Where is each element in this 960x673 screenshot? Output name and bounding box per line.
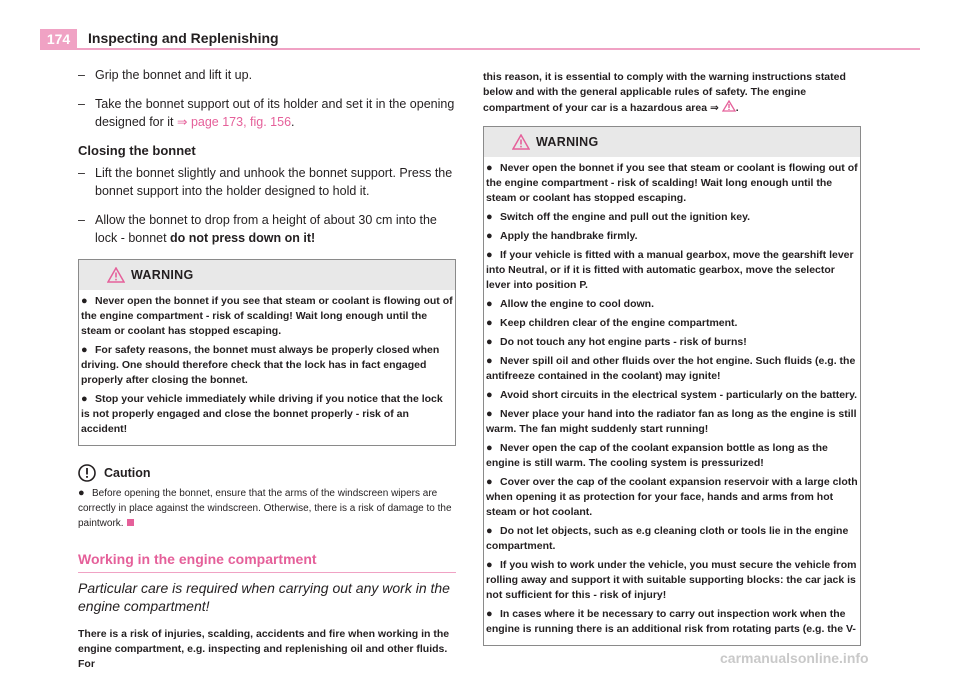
warning-item: [486, 297, 858, 312]
caution-header: [78, 464, 456, 482]
warning-item: [81, 392, 453, 437]
warning-item: [486, 475, 858, 520]
left-column: [78, 66, 456, 672]
warning-item: [486, 524, 858, 554]
step-text: Grip the bonnet and lift it up.: [95, 68, 253, 82]
step-bonnet-support: [78, 95, 456, 131]
warning-item-text: Keep children clear of the engine compartment.: [500, 317, 738, 329]
bullet-icon: ●: [486, 230, 493, 242]
warning-header: [79, 260, 455, 290]
step-text: Lift the bonnet slightly and unhook the bonnet support. Press the bonnet support into the holder designed to hold it.: [95, 166, 453, 198]
warning-item-text: Cover over the cap of the coolant expansion reservoir with a large cloth when opening it as protection for your face, hands and arms from hot steam or hot coolant.: [486, 476, 858, 518]
watermark: carmanualsonline.info: [720, 650, 869, 666]
closing-bonnet-heading: Closing the bonnet: [78, 143, 196, 158]
warning-triangle-icon[interactable]: [722, 100, 736, 112]
warning-item-text: Never place your hand into the radiator fan as long as the engine is still warm. The fan might suddenly start running!: [486, 408, 857, 435]
bullet-icon: ●: [486, 476, 493, 488]
warning-body: [79, 290, 455, 445]
warning-item: [486, 210, 858, 225]
warning-item-text: Never spill oil and other fluids over the hot engine. Such fluids (e.g. the antifreeze contained in the coolant) may ignite!: [486, 355, 856, 382]
bullet-icon: ●: [81, 344, 88, 356]
bullet-icon: ●: [486, 336, 493, 348]
bullet-icon: ●: [78, 487, 85, 499]
step-text: Take the bonnet support out of its holder and set it in the opening designed for it: [95, 97, 455, 129]
warning-item: [81, 294, 453, 339]
step-dash: –: [78, 68, 85, 82]
warning-box-engine: [483, 126, 861, 646]
step-suffix: .: [291, 115, 295, 129]
warning-item-text: If your vehicle is fitted with a manual gearbox, move the gearshift lever into Neutral, or if it is fitted with automatic gearbox, move the selector lever into position P.: [486, 249, 854, 291]
step-dash: –: [78, 166, 85, 180]
warning-item-text: Never open the bonnet if you see that steam or coolant is flowing out of the engine compartment - risk of scalding! Wait long enough until the steam or coolant has stopped escaping.: [486, 162, 858, 204]
warning-item-text: In cases where it be necessary to carry out inspection work when the engine is running there is an additional risk from rotating parts (e.g. the V-: [486, 608, 856, 635]
bullet-icon: ●: [81, 393, 88, 405]
header-rule: [40, 48, 920, 50]
warning-item-text: Never open the cap of the coolant expansion bottle as long as the engine is still warm. The cooling system is pressurized!: [486, 442, 828, 469]
warning-item-text: Allow the engine to cool down.: [500, 298, 654, 310]
warning-item-text: Switch off the engine and pull out the ignition key.: [500, 211, 751, 223]
step-bold-text: do not press down on it!: [170, 231, 316, 245]
right-column: [483, 70, 861, 646]
warning-item-text: Do not let objects, such as e.g cleaning cloth or tools lie in the engine compartment.: [486, 525, 849, 552]
warning-title: WARNING: [536, 135, 599, 149]
step-drop-bonnet: [78, 211, 456, 247]
step-text: Allow the bonnet to drop from a height of about 30 cm into the lock - bonnet: [95, 213, 437, 245]
bullet-icon: ●: [486, 559, 493, 571]
caution-icon: [78, 464, 96, 482]
section-heading: Working in the engine compartment: [78, 551, 456, 573]
warning-triangle-icon: [107, 267, 125, 283]
warning-item: [486, 229, 858, 244]
warning-item-text: Do not touch any hot engine parts - risk of burns!: [500, 336, 747, 348]
warning-header: [484, 127, 860, 157]
caution-text: [78, 486, 456, 531]
page-number: 174: [40, 29, 77, 50]
warning-item: [486, 335, 858, 350]
step-dash: –: [78, 213, 85, 227]
bullet-icon: ●: [486, 355, 493, 367]
bullet-icon: ●: [81, 295, 88, 307]
warning-body: [484, 157, 860, 645]
bullet-icon: ●: [486, 525, 493, 537]
warning-item-text: Apply the handbrake firmly.: [500, 230, 638, 242]
bullet-icon: ●: [486, 442, 493, 454]
warning-item: [486, 558, 858, 603]
warning-item: [486, 161, 858, 206]
section-body: There is a risk of injuries, scalding, accidents and fire when working in the engine compartment, e.g. inspecting and replenishing oil and other fluids. For: [78, 628, 450, 670]
section-intro: Particular care is required when carrying out any work in the engine compartment!: [78, 580, 450, 614]
continued-text: this reason, it is essential to comply with the warning instructions stated below and with the general applicable rules of safety. The engine compartment of your car is a hazardous area ⇒: [483, 71, 846, 114]
caution-title: Caution: [104, 466, 151, 480]
step-dash: –: [78, 97, 85, 111]
warning-item: [486, 388, 858, 403]
bullet-icon: ●: [486, 408, 493, 420]
warning-item-text: Never open the bonnet if you see that steam or coolant is flowing out of the engine compartment - risk of scalding! Wait long enough until the steam or coolant has stopped escaping.: [81, 295, 453, 337]
warning-item: [486, 248, 858, 293]
bullet-icon: ●: [486, 608, 493, 620]
bullet-icon: ●: [486, 298, 493, 310]
bullet-icon: ●: [486, 249, 493, 261]
warning-item-text: Avoid short circuits in the electrical system - particularly on the battery.: [500, 389, 858, 401]
section-end-marker-icon: [127, 519, 134, 526]
bullet-icon: ●: [486, 162, 493, 174]
warning-item: [486, 407, 858, 437]
warning-item: [486, 354, 858, 384]
warning-box-bonnet: [78, 259, 456, 446]
bullet-icon: ●: [486, 389, 493, 401]
warning-item-text: For safety reasons, the bonnet must always be properly closed when driving. One should therefore check that the lock has in fact engaged properly after closing the bonnet.: [81, 344, 440, 386]
warning-item: [486, 316, 858, 331]
page-header-title: Inspecting and Replenishing: [88, 30, 279, 46]
warning-item: [81, 343, 453, 388]
warning-item-text: Stop your vehicle immediately while driving if you notice that the lock is not properly engaged and close the bonnet properly - risk of an accident!: [81, 393, 443, 435]
warning-triangle-icon: [512, 134, 530, 150]
page-reference-link[interactable]: ⇒ page 173, fig. 156: [177, 115, 292, 129]
warning-item: [486, 607, 858, 637]
caution-body: Before opening the bonnet, ensure that the arms of the windscreen wipers are correctly in place against the windscreen. Otherwise, there is a risk of damage to the paintwork.: [78, 488, 452, 529]
bullet-icon: ●: [486, 211, 493, 223]
step-grip-bonnet: [78, 66, 456, 84]
warning-item: [486, 441, 858, 471]
warning-title: WARNING: [131, 268, 194, 282]
continued-paragraph: this reason, it is essential to comply with the warning instructions stated below and with the general applicable rules of safety. The engine compartment of your car is a hazardous area ⇒ .: [483, 71, 846, 114]
bullet-icon: ●: [486, 317, 493, 329]
warning-item-text: If you wish to work under the vehicle, you must secure the vehicle from rolling away and support it with suitable supporting blocks: the car jack is not sufficient for this - risk of injury!: [486, 559, 857, 601]
step-unhook-support: [78, 164, 456, 200]
